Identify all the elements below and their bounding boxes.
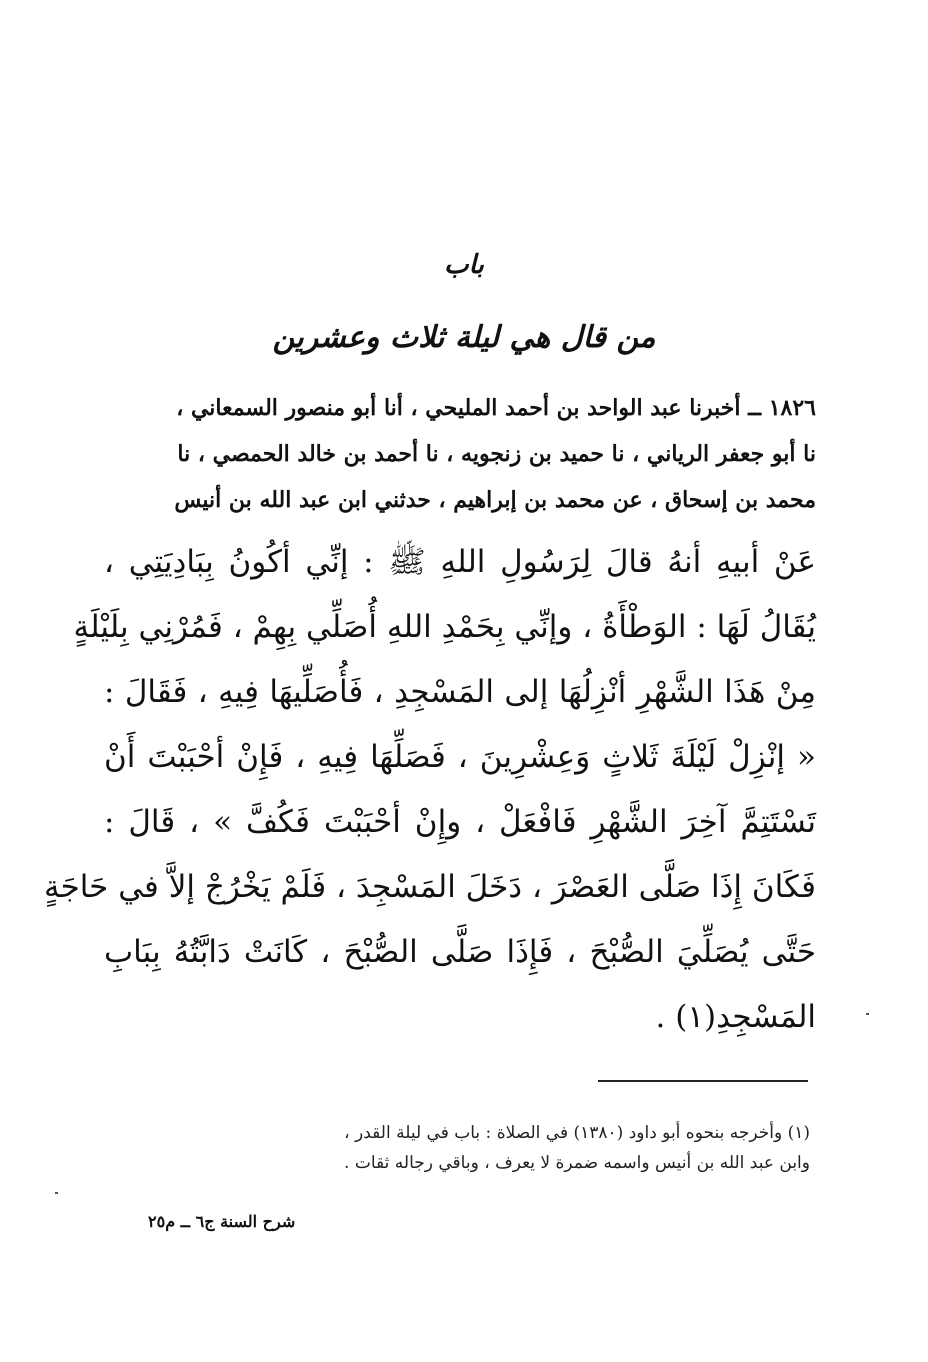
isnad-line: ١٨٢٦ ــ أخبرنا عبد الواحد بن أحمد المليحي ، أنا أبو منصور السمعاني ، <box>176 395 816 421</box>
chapter-heading: باب <box>444 250 484 280</box>
hadith-line: فَكَانَ إِذَا صَلَّى العَصْرَ ، دَخَلَ المَسْجِدَ ، فَلَمْ يَخْرُجْ إلاَّ في حَاجَةٍ <box>43 869 816 905</box>
hadith-text <box>43 530 816 1050</box>
hadith-line: المَسْجِدِ(١) . <box>655 999 816 1035</box>
hadith-line: تَسْتَتِمَّ آخِرَ الشَّهْرِ فَافْعَلْ ، وإِنْ أحْبَبْتَ فَكُفَّ » ، قَالَ : <box>104 804 816 840</box>
scan-speck <box>55 1192 58 1194</box>
footnote-line: وابن عبد الله بن أنيس واسمه ضمرة لا يعرف ، وباقي رجاله ثقات . <box>344 1153 810 1173</box>
footnotes <box>110 1118 810 1178</box>
chapter-title: من قال هي ليلة ثلاث وعشرين <box>272 320 656 355</box>
hadith-line: « إنْزِلْ لَيْلَةَ ثَلاثٍ وَعِشْرِينَ ، فَصَلِّهَا فِيهِ ، فَإِنْ أحْبَبْتَ أَنْ <box>104 739 816 775</box>
footnote-divider <box>598 1080 808 1082</box>
isnad-block <box>106 385 816 523</box>
hadith-line: مِنْ هَذَا الشَّهْرِ أنْزِلُهَا إلى المَسْجِدِ ، فَأُصَلِّيهَا فِيهِ ، فَقَالَ : <box>104 674 816 710</box>
isnad-line: نا أبو جعفر الرياني ، نا حميد بن زنجويه ، نا أحمد بن خالد الحمصي ، نا <box>177 441 816 467</box>
scan-speck <box>866 1013 869 1015</box>
isnad-line: محمد بن إسحاق ، عن محمد بن إبراهيم ، حدثني ابن عبد الله بن أنيس <box>174 487 816 513</box>
hadith-line: يُقَالُ لَهَا : الوَطْأَةُ ، وإنِّي بِحَمْدِ اللهِ أُصَلِّي بِهِمْ ، فَمُرْنِي بِلَيْلَةٍ <box>73 609 816 645</box>
hadith-line: حَتَّى يُصَلِّيَ الصُّبْحَ ، فَإِذَا صَلَّى الصُّبْحَ ، كَانَتْ دَابَّتُهُ بِبَابِ <box>104 934 816 970</box>
page-signature: شرح السنة ج٦ ــ م٢٥ <box>148 1212 296 1231</box>
footnote-line: (١) وأخرجه بنحوه أبو داود (١٣٨٠) في الصلاة : باب في ليلة القدر ، <box>344 1123 810 1143</box>
hadith-line: عَنْ أبيهِ أنهُ قالَ لِرَسُولِ اللهِ ﷺ : إنِّي أكُونُ بِبَادِيَتِي ، <box>104 544 816 580</box>
